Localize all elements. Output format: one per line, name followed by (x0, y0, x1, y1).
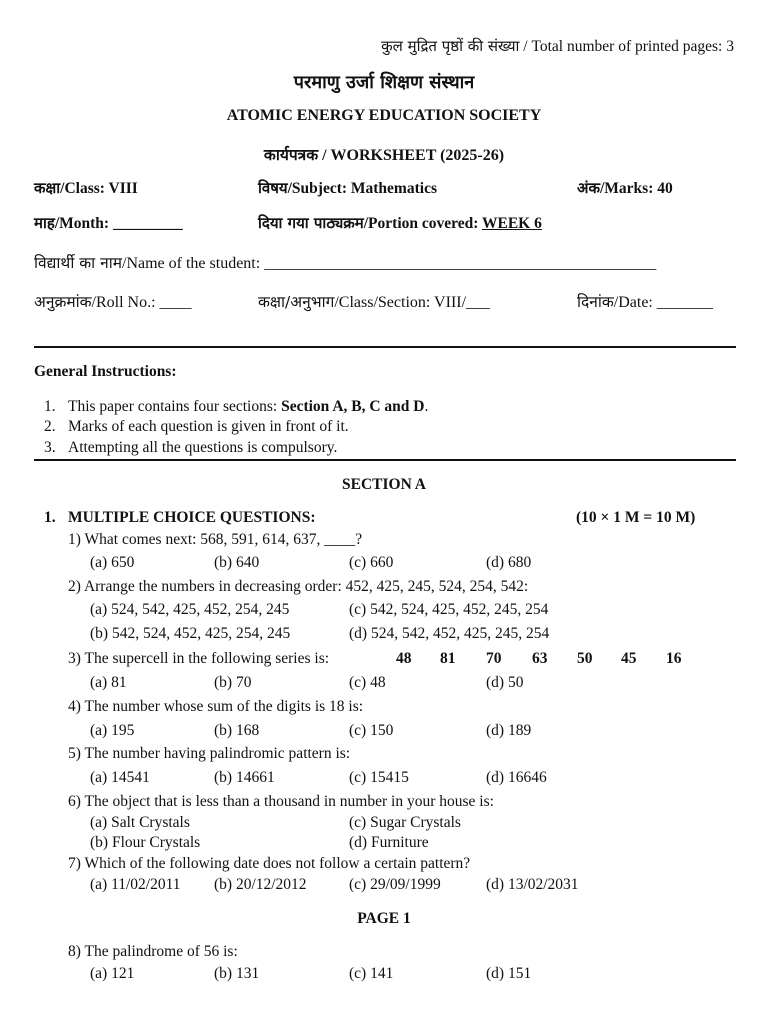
question-text: Arrange the numbers in decreasing order: 452, 425, 245, 524, 254, 542: (83, 578, 529, 595)
instruction-item (44, 439, 338, 457)
series-value: 45 (621, 650, 637, 667)
option-b: (b) 14661 (214, 769, 275, 786)
portion-value: WEEK 6 (481, 215, 542, 232)
roll-no-label-english: /Roll No.: ____ (91, 294, 192, 311)
page-label: PAGE 1 (357, 910, 411, 927)
option-c: (c) 141 (349, 965, 394, 982)
class-section-field (258, 290, 490, 312)
option-a: (a) 524, 542, 425, 452, 254, 245 (90, 601, 290, 618)
option-d: (d) 524, 542, 452, 425, 245, 254 (349, 625, 550, 642)
option-a: (a) 11/02/2011 (90, 876, 181, 893)
option-a: (a) 195 (90, 722, 135, 739)
series-value: 63 (532, 650, 548, 667)
instruction-number: 1. (44, 398, 56, 415)
series-value: 50 (577, 650, 593, 667)
question-text: What comes next: 568, 591, 614, 637, ____? (84, 531, 363, 548)
instruction-item (44, 418, 349, 436)
option-a: (a) Salt Crystals (90, 814, 190, 831)
class-label-hindi: कक्षा (34, 179, 61, 197)
instruction-text: This paper contains four sections: (68, 398, 282, 415)
instruction-tail: . (424, 398, 429, 415)
instruction-item (44, 398, 429, 416)
class-section-label-english: /Class/Section: VIII/___ (334, 294, 491, 311)
option-d: (d) Furniture (349, 834, 429, 851)
option-d: (d) 13/02/2031 (486, 876, 579, 893)
option-c: (c) 15415 (349, 769, 409, 786)
question-text: The number whose sum of the digits is 18 is: (84, 698, 364, 715)
option-c: (c) 660 (349, 554, 394, 571)
option-d: (d) 50 (486, 674, 524, 691)
option-b: (b) 640 (214, 554, 260, 571)
instructions-title: General Instructions: (34, 363, 177, 380)
option-b: (b) 168 (214, 722, 260, 739)
question-number: 8) (68, 943, 81, 960)
student-name-label-hindi: विद्यार्थी का नाम (34, 254, 122, 272)
mcq-title: MULTIPLE CHOICE QUESTIONS: (68, 509, 316, 526)
question-number: 4) (68, 698, 81, 715)
printed-pages-english: / Total number of printed pages: 3 (519, 38, 734, 55)
option-c: (c) 542, 524, 425, 452, 245, 254 (349, 601, 549, 618)
section-a-title: SECTION A (342, 476, 426, 493)
worksheet-title-hindi: कार्यपत्रक (263, 146, 319, 164)
question-number: 7) (68, 855, 81, 872)
portion-field (258, 213, 542, 233)
roll-no-field (34, 290, 192, 312)
month-field (34, 213, 183, 233)
printed-pages-note (381, 36, 734, 56)
marks-field (577, 178, 673, 198)
option-a: (a) 14541 (90, 769, 150, 786)
question-text: The number having palindromic pattern is: (84, 745, 351, 762)
option-d: (d) 151 (486, 965, 532, 982)
question-number: 2) (68, 578, 81, 595)
marks-label-english: /Marks: 40 (599, 180, 673, 197)
option-c: (c) 150 (349, 722, 394, 739)
option-d: (d) 16646 (486, 769, 547, 786)
instruction-text: Marks of each question is given in front of it. (68, 418, 349, 435)
printed-pages-hindi: कुल मुद्रित पृष्ठों की संख्या (381, 37, 520, 55)
org-name-hindi: परमाणु उर्जा शिक्षण संस्थान (293, 72, 475, 93)
date-label-hindi: दिनांक (577, 293, 614, 311)
class-section-label-hindi: कक्षा/अनुभाग (258, 293, 335, 311)
option-d: (d) 680 (486, 554, 532, 571)
option-b: (b) 542, 524, 452, 425, 254, 245 (90, 625, 291, 642)
question-text: The palindrome of 56 is: (84, 943, 238, 960)
series-value: 81 (440, 650, 456, 667)
series-value: 70 (486, 650, 502, 667)
question-number: 5) (68, 745, 81, 762)
marks-label-hindi: अंक (577, 179, 600, 197)
date-label-english: /Date: _______ (613, 294, 713, 311)
instruction-bold-text: Section A, B, C and D (281, 398, 425, 415)
subject-field (258, 178, 437, 198)
month-label-hindi: माह (34, 214, 55, 232)
option-c: (c) 48 (349, 674, 386, 691)
question-number: 6) (68, 793, 81, 810)
worksheet-title-english: / WORKSHEET (2025-26) (318, 147, 505, 164)
class-label-english: /Class: VIII (60, 180, 138, 197)
portion-label-english: /Portion covered: (363, 215, 482, 232)
subject-label-hindi: विषय (258, 179, 288, 197)
question-number: 1) (68, 531, 81, 548)
month-label-english: /Month: _________ (54, 215, 183, 232)
option-a: (a) 81 (90, 674, 127, 691)
option-b: (b) 70 (214, 674, 252, 691)
option-c: (c) Sugar Crystals (349, 814, 461, 831)
instruction-number: 3. (44, 439, 56, 456)
question-number: 3) (68, 650, 81, 667)
instruction-text: Attempting all the questions is compulsory. (68, 439, 338, 456)
worksheet-title (0, 143, 768, 165)
org-name-english: ATOMIC ENERGY EDUCATION SOCIETY (226, 107, 542, 124)
header-divider (34, 346, 736, 348)
mcq-number: 1. (44, 509, 56, 526)
portion-label-hindi: दिया गया पाठ्यक्रम (258, 214, 364, 232)
series-value: 48 (396, 650, 412, 667)
student-name-field (34, 251, 656, 273)
student-name-label-english: /Name of the student: _________________________________________________ (122, 255, 657, 272)
mcq-heading (44, 509, 316, 527)
question-text: The object that is less than a thousand in number in your house is: (84, 793, 494, 810)
option-b: (b) 20/12/2012 (214, 876, 307, 893)
mcq-marks: (10 × 1 M = 10 M) (576, 509, 696, 526)
subject-label-english: /Subject: Mathematics (287, 180, 437, 197)
series-value: 16 (666, 650, 682, 667)
question-text: The supercell in the following series is: (84, 650, 330, 667)
option-d: (d) 189 (486, 722, 532, 739)
option-a: (a) 650 (90, 554, 135, 571)
option-b: (b) Flour Crystals (90, 834, 201, 851)
question-text: Which of the following date does not follow a certain pattern? (84, 855, 471, 872)
option-a: (a) 121 (90, 965, 135, 982)
roll-no-label-hindi: अनुक्रमांक (34, 293, 92, 311)
instruction-number: 2. (44, 418, 56, 435)
option-c: (c) 29/09/1999 (349, 876, 441, 893)
instructions-divider (34, 459, 736, 461)
date-field (577, 290, 713, 312)
option-b: (b) 131 (214, 965, 260, 982)
class-field (34, 178, 138, 198)
